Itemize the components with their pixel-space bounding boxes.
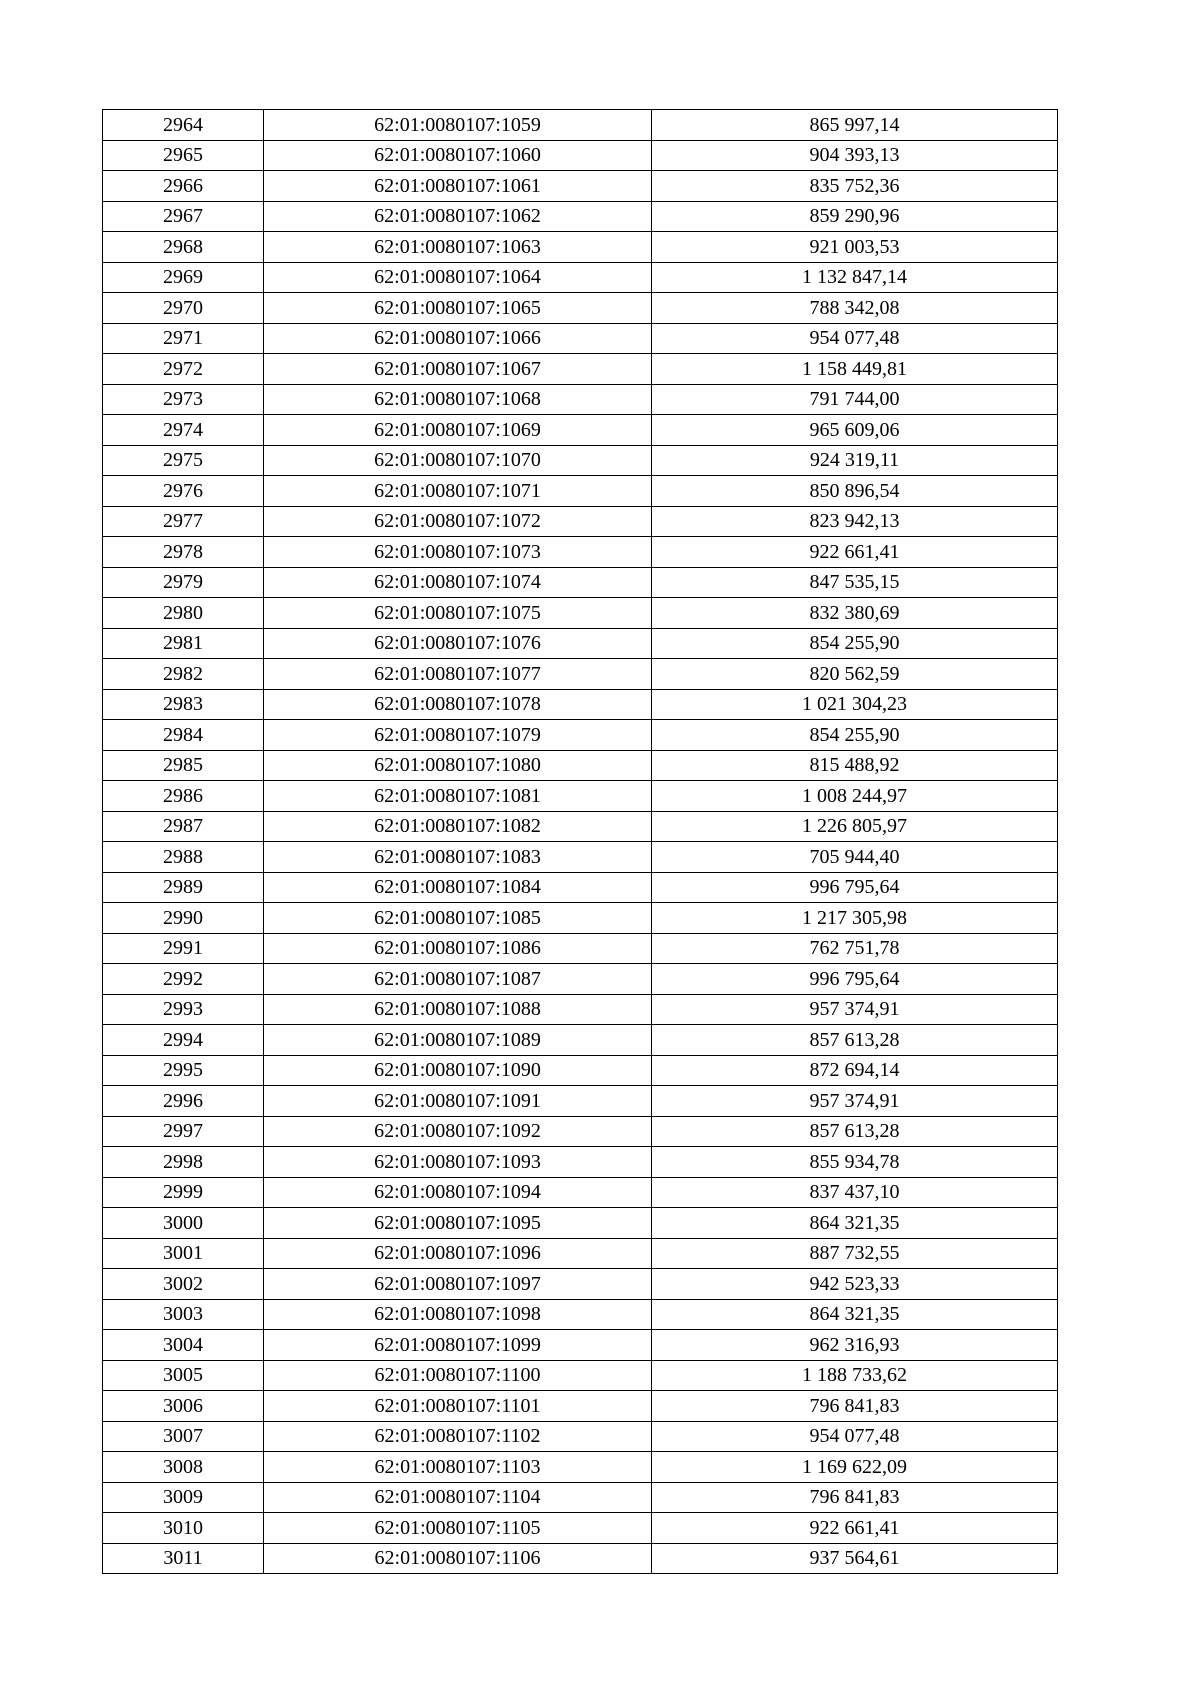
table-row xyxy=(103,1238,1058,1269)
cadastral-number-cell: 62:01:0080107:1067 xyxy=(264,354,652,385)
cadastral-value-cell: 864 321,35 xyxy=(652,1208,1058,1239)
row-number-cell: 2996 xyxy=(103,1086,264,1117)
row-number-cell: 3007 xyxy=(103,1421,264,1452)
cadastral-number-cell: 62:01:0080107:1062 xyxy=(264,201,652,232)
row-number-cell: 3004 xyxy=(103,1330,264,1361)
row-number-cell: 2966 xyxy=(103,171,264,202)
cadastral-number-cell: 62:01:0080107:1095 xyxy=(264,1208,652,1239)
cadastral-number-cell: 62:01:0080107:1099 xyxy=(264,1330,652,1361)
cadastral-value-cell: 996 795,64 xyxy=(652,964,1058,995)
cadastral-value-cell: 832 380,69 xyxy=(652,598,1058,629)
cadastral-value-cell: 837 437,10 xyxy=(652,1177,1058,1208)
table-row xyxy=(103,659,1058,690)
cadastral-number-cell: 62:01:0080107:1103 xyxy=(264,1452,652,1483)
cadastral-number-cell: 62:01:0080107:1084 xyxy=(264,872,652,903)
row-number-cell: 2967 xyxy=(103,201,264,232)
table-row xyxy=(103,1055,1058,1086)
cadastral-number-cell: 62:01:0080107:1096 xyxy=(264,1238,652,1269)
cadastral-number-cell: 62:01:0080107:1072 xyxy=(264,506,652,537)
table-body xyxy=(103,110,1058,1574)
cadastral-value-cell: 922 661,41 xyxy=(652,1513,1058,1544)
table-row xyxy=(103,781,1058,812)
cadastral-number-cell: 62:01:0080107:1068 xyxy=(264,384,652,415)
cadastral-value-cell: 847 535,15 xyxy=(652,567,1058,598)
row-number-cell: 3008 xyxy=(103,1452,264,1483)
cadastral-value-cell: 921 003,53 xyxy=(652,232,1058,263)
table-row xyxy=(103,1482,1058,1513)
cadastral-value-cell: 924 319,11 xyxy=(652,445,1058,476)
table-row xyxy=(103,628,1058,659)
table-row xyxy=(103,1391,1058,1422)
cadastral-value-cell: 1 132 847,14 xyxy=(652,262,1058,293)
table-row xyxy=(103,140,1058,171)
table-row xyxy=(103,1330,1058,1361)
row-number-cell: 2987 xyxy=(103,811,264,842)
cadastral-value-cell: 872 694,14 xyxy=(652,1055,1058,1086)
row-number-cell: 2985 xyxy=(103,750,264,781)
table-row xyxy=(103,689,1058,720)
row-number-cell: 2980 xyxy=(103,598,264,629)
table-row xyxy=(103,415,1058,446)
table-row xyxy=(103,476,1058,507)
table-row xyxy=(103,903,1058,934)
cadastral-value-cell: 823 942,13 xyxy=(652,506,1058,537)
table-row xyxy=(103,201,1058,232)
row-number-cell: 2976 xyxy=(103,476,264,507)
cadastral-number-cell: 62:01:0080107:1065 xyxy=(264,293,652,324)
table-row xyxy=(103,171,1058,202)
row-number-cell: 2970 xyxy=(103,293,264,324)
table-row xyxy=(103,1269,1058,1300)
cadastral-number-cell: 62:01:0080107:1080 xyxy=(264,750,652,781)
row-number-cell: 2981 xyxy=(103,628,264,659)
table-row xyxy=(103,994,1058,1025)
row-number-cell: 3009 xyxy=(103,1482,264,1513)
table-row xyxy=(103,1299,1058,1330)
cadastral-value-cell: 957 374,91 xyxy=(652,994,1058,1025)
row-number-cell: 3003 xyxy=(103,1299,264,1330)
table-row xyxy=(103,1543,1058,1574)
row-number-cell: 2988 xyxy=(103,842,264,873)
cadastral-value-cell: 954 077,48 xyxy=(652,323,1058,354)
table-row xyxy=(103,354,1058,385)
cadastral-value-cell: 887 732,55 xyxy=(652,1238,1058,1269)
row-number-cell: 2964 xyxy=(103,110,264,141)
cadastral-number-cell: 62:01:0080107:1105 xyxy=(264,1513,652,1544)
table-row xyxy=(103,384,1058,415)
table-row xyxy=(103,1177,1058,1208)
cadastral-number-cell: 62:01:0080107:1060 xyxy=(264,140,652,171)
row-number-cell: 2991 xyxy=(103,933,264,964)
row-number-cell: 3002 xyxy=(103,1269,264,1300)
cadastral-value-cell: 904 393,13 xyxy=(652,140,1058,171)
cadastral-number-cell: 62:01:0080107:1073 xyxy=(264,537,652,568)
row-number-cell: 2975 xyxy=(103,445,264,476)
cadastral-number-cell: 62:01:0080107:1101 xyxy=(264,1391,652,1422)
cadastral-number-cell: 62:01:0080107:1076 xyxy=(264,628,652,659)
row-number-cell: 2977 xyxy=(103,506,264,537)
row-number-cell: 2971 xyxy=(103,323,264,354)
table-row xyxy=(103,262,1058,293)
row-number-cell: 2982 xyxy=(103,659,264,690)
cadastral-value-cell: 1 008 244,97 xyxy=(652,781,1058,812)
row-number-cell: 2984 xyxy=(103,720,264,751)
row-number-cell: 2972 xyxy=(103,354,264,385)
cadastral-number-cell: 62:01:0080107:1089 xyxy=(264,1025,652,1056)
row-number-cell: 2995 xyxy=(103,1055,264,1086)
cadastral-number-cell: 62:01:0080107:1063 xyxy=(264,232,652,263)
cadastral-value-cell: 1 188 733,62 xyxy=(652,1360,1058,1391)
table-row xyxy=(103,1513,1058,1544)
cadastral-value-cell: 857 613,28 xyxy=(652,1025,1058,1056)
cadastral-value-cell: 859 290,96 xyxy=(652,201,1058,232)
cadastral-number-cell: 62:01:0080107:1075 xyxy=(264,598,652,629)
cadastral-value-cell: 1 021 304,23 xyxy=(652,689,1058,720)
table-row xyxy=(103,933,1058,964)
cadastral-value-cell: 815 488,92 xyxy=(652,750,1058,781)
cadastral-value-cell: 922 661,41 xyxy=(652,537,1058,568)
cadastral-number-cell: 62:01:0080107:1088 xyxy=(264,994,652,1025)
cadastral-number-cell: 62:01:0080107:1070 xyxy=(264,445,652,476)
table-row xyxy=(103,1208,1058,1239)
cadastral-number-cell: 62:01:0080107:1082 xyxy=(264,811,652,842)
row-number-cell: 2999 xyxy=(103,1177,264,1208)
row-number-cell: 2974 xyxy=(103,415,264,446)
cadastral-value-cell: 705 944,40 xyxy=(652,842,1058,873)
cadastral-number-cell: 62:01:0080107:1102 xyxy=(264,1421,652,1452)
row-number-cell: 2978 xyxy=(103,537,264,568)
table-row xyxy=(103,1421,1058,1452)
cadastral-number-cell: 62:01:0080107:1098 xyxy=(264,1299,652,1330)
cadastral-value-cell: 762 751,78 xyxy=(652,933,1058,964)
cadastral-value-cell: 1 217 305,98 xyxy=(652,903,1058,934)
cadastral-number-cell: 62:01:0080107:1104 xyxy=(264,1482,652,1513)
cadastral-value-cell: 865 997,14 xyxy=(652,110,1058,141)
cadastral-value-cell: 1 226 805,97 xyxy=(652,811,1058,842)
cadastral-number-cell: 62:01:0080107:1097 xyxy=(264,1269,652,1300)
table-row xyxy=(103,720,1058,751)
table-row xyxy=(103,537,1058,568)
row-number-cell: 2965 xyxy=(103,140,264,171)
cadastral-number-cell: 62:01:0080107:1086 xyxy=(264,933,652,964)
cadastral-value-cell: 1 169 622,09 xyxy=(652,1452,1058,1483)
cadastral-value-cell: 796 841,83 xyxy=(652,1482,1058,1513)
row-number-cell: 2968 xyxy=(103,232,264,263)
cadastral-number-cell: 62:01:0080107:1059 xyxy=(264,110,652,141)
cadastral-number-cell: 62:01:0080107:1085 xyxy=(264,903,652,934)
cadastral-value-cell: 942 523,33 xyxy=(652,1269,1058,1300)
table-row xyxy=(103,1147,1058,1178)
cadastral-number-cell: 62:01:0080107:1071 xyxy=(264,476,652,507)
cadastral-number-cell: 62:01:0080107:1064 xyxy=(264,262,652,293)
row-number-cell: 2990 xyxy=(103,903,264,934)
cadastral-number-cell: 62:01:0080107:1074 xyxy=(264,567,652,598)
cadastral-value-cell: 954 077,48 xyxy=(652,1421,1058,1452)
cadastral-value-table xyxy=(102,109,1058,1574)
table-row xyxy=(103,1025,1058,1056)
cadastral-number-cell: 62:01:0080107:1106 xyxy=(264,1543,652,1574)
row-number-cell: 2979 xyxy=(103,567,264,598)
cadastral-number-cell: 62:01:0080107:1066 xyxy=(264,323,652,354)
table-row xyxy=(103,323,1058,354)
cadastral-number-cell: 62:01:0080107:1087 xyxy=(264,964,652,995)
cadastral-number-cell: 62:01:0080107:1100 xyxy=(264,1360,652,1391)
cadastral-value-cell: 962 316,93 xyxy=(652,1330,1058,1361)
table-row xyxy=(103,1360,1058,1391)
table-row xyxy=(103,964,1058,995)
cadastral-value-cell: 854 255,90 xyxy=(652,628,1058,659)
table-row xyxy=(103,811,1058,842)
cadastral-value-cell: 796 841,83 xyxy=(652,1391,1058,1422)
cadastral-number-cell: 62:01:0080107:1091 xyxy=(264,1086,652,1117)
row-number-cell: 2994 xyxy=(103,1025,264,1056)
cadastral-number-cell: 62:01:0080107:1081 xyxy=(264,781,652,812)
cadastral-value-cell: 788 342,08 xyxy=(652,293,1058,324)
cadastral-number-cell: 62:01:0080107:1092 xyxy=(264,1116,652,1147)
table-row xyxy=(103,1452,1058,1483)
row-number-cell: 2993 xyxy=(103,994,264,1025)
cadastral-value-cell: 937 564,61 xyxy=(652,1543,1058,1574)
row-number-cell: 2998 xyxy=(103,1147,264,1178)
row-number-cell: 2969 xyxy=(103,262,264,293)
table-row xyxy=(103,750,1058,781)
table-row xyxy=(103,872,1058,903)
table-row xyxy=(103,842,1058,873)
cadastral-number-cell: 62:01:0080107:1079 xyxy=(264,720,652,751)
table-row xyxy=(103,293,1058,324)
cadastral-value-cell: 965 609,06 xyxy=(652,415,1058,446)
cadastral-number-cell: 62:01:0080107:1090 xyxy=(264,1055,652,1086)
row-number-cell: 2989 xyxy=(103,872,264,903)
table-row xyxy=(103,110,1058,141)
cadastral-number-cell: 62:01:0080107:1061 xyxy=(264,171,652,202)
table-row xyxy=(103,1116,1058,1147)
cadastral-value-cell: 835 752,36 xyxy=(652,171,1058,202)
row-number-cell: 2973 xyxy=(103,384,264,415)
cadastral-value-cell: 957 374,91 xyxy=(652,1086,1058,1117)
table-row xyxy=(103,232,1058,263)
cadastral-number-cell: 62:01:0080107:1094 xyxy=(264,1177,652,1208)
row-number-cell: 2992 xyxy=(103,964,264,995)
cadastral-number-cell: 62:01:0080107:1083 xyxy=(264,842,652,873)
row-number-cell: 2986 xyxy=(103,781,264,812)
cadastral-number-cell: 62:01:0080107:1077 xyxy=(264,659,652,690)
cadastral-value-cell: 850 896,54 xyxy=(652,476,1058,507)
row-number-cell: 3011 xyxy=(103,1543,264,1574)
cadastral-value-cell: 854 255,90 xyxy=(652,720,1058,751)
row-number-cell: 3005 xyxy=(103,1360,264,1391)
cadastral-number-cell: 62:01:0080107:1069 xyxy=(264,415,652,446)
row-number-cell: 3000 xyxy=(103,1208,264,1239)
table-row xyxy=(103,445,1058,476)
cadastral-value-cell: 791 744,00 xyxy=(652,384,1058,415)
row-number-cell: 3001 xyxy=(103,1238,264,1269)
row-number-cell: 3006 xyxy=(103,1391,264,1422)
row-number-cell: 2997 xyxy=(103,1116,264,1147)
cadastral-value-cell: 864 321,35 xyxy=(652,1299,1058,1330)
cadastral-value-cell: 1 158 449,81 xyxy=(652,354,1058,385)
cadastral-value-cell: 996 795,64 xyxy=(652,872,1058,903)
row-number-cell: 3010 xyxy=(103,1513,264,1544)
table-row xyxy=(103,506,1058,537)
cadastral-number-cell: 62:01:0080107:1093 xyxy=(264,1147,652,1178)
cadastral-value-cell: 855 934,78 xyxy=(652,1147,1058,1178)
table-row xyxy=(103,598,1058,629)
cadastral-number-cell: 62:01:0080107:1078 xyxy=(264,689,652,720)
table-row xyxy=(103,1086,1058,1117)
row-number-cell: 2983 xyxy=(103,689,264,720)
cadastral-value-cell: 857 613,28 xyxy=(652,1116,1058,1147)
table-row xyxy=(103,567,1058,598)
cadastral-value-cell: 820 562,59 xyxy=(652,659,1058,690)
